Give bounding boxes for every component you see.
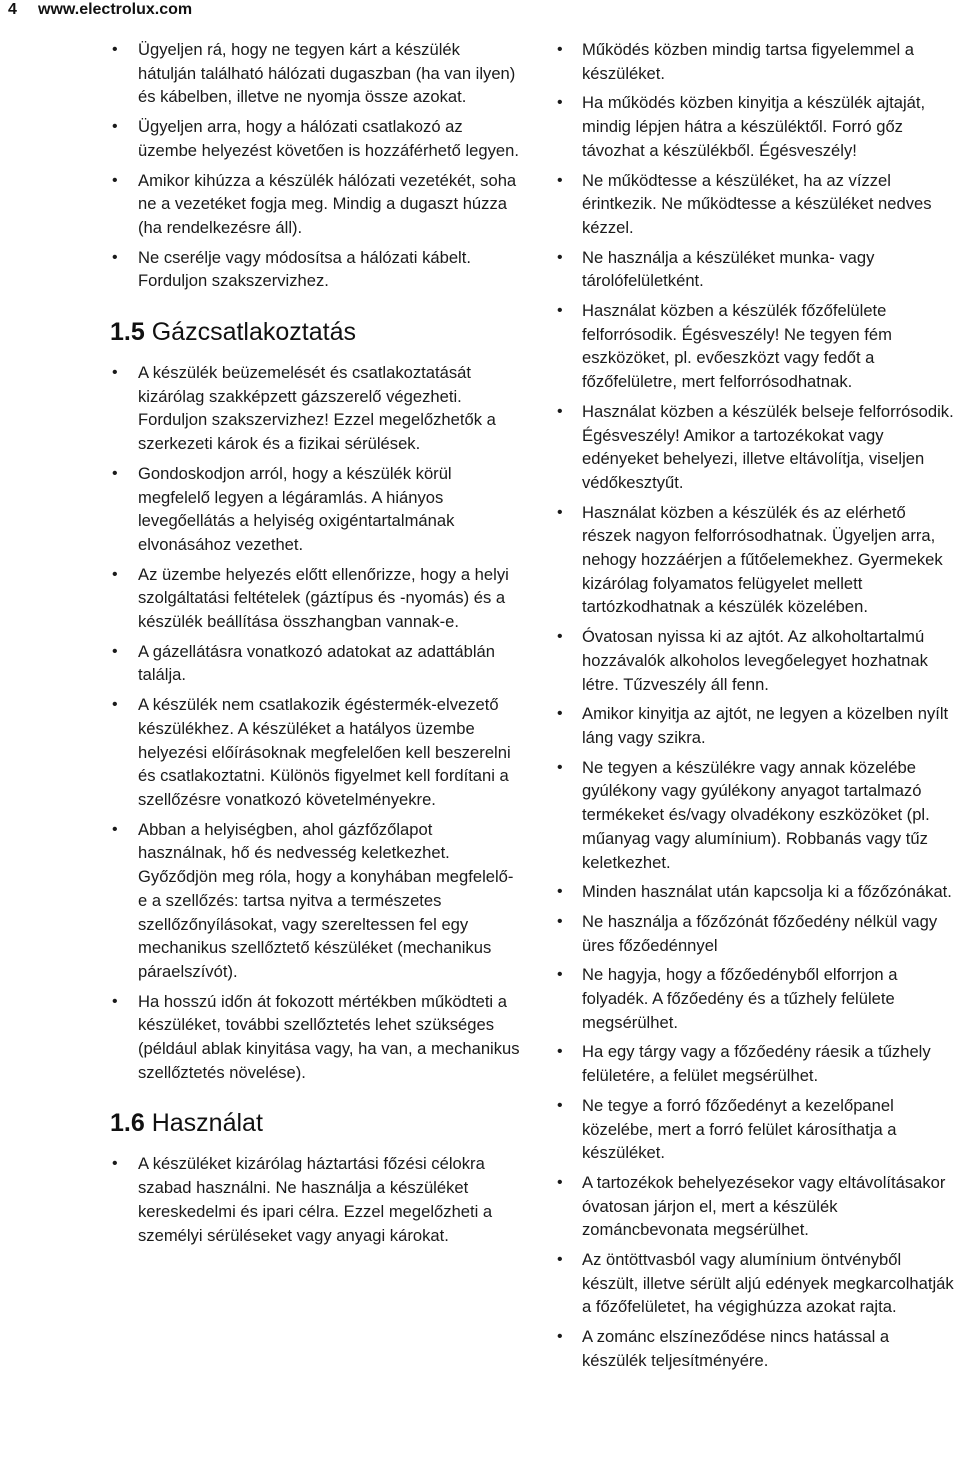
list-item: • Ügyeljen rá, hogy ne tegyen kárt a készülék hátulján található hálózati dugaszban (ha van ilyen) és kábelben, illetve ne nyomja össze azokat. bbox=[110, 38, 520, 109]
list-item: • Az üzembe helyezés előtt ellenőrizze, hogy a helyi szolgáltatási feltételek (gáztípus és -nyomás) és a készülék beállítása összhangban vannak-e. bbox=[110, 563, 520, 634]
power-cable-safety-list bbox=[110, 38, 520, 293]
page-header bbox=[0, 0, 960, 26]
usage-safety-list bbox=[555, 38, 955, 1373]
section-title: Használat bbox=[151, 1109, 263, 1138]
list-item: • Ne tegyen a készülékre vagy annak közelébe gyúlékony vagy gyúlékony anyagot tartalmazó termékeket és/vagy olvadékony eszközöket (pl. műanyag vagy alumínium). Robbanás vagy tűz keletkezhet. bbox=[555, 756, 955, 875]
list-item: • Használat közben a készülék belseje felforrósodik. Égésveszély! Amikor a tartozékokat vagy edényeket behelyezi, illetve eltávolítja, viseljen védőkesztyűt. bbox=[555, 400, 955, 495]
list-item: • A készüléket kizárólag háztartási főzési célokra szabad használni. Ne használja a készüléket kereskedelmi és ipari célra. Ezzel megelőzheti a személyi sérüléseket vagy anyagi károkat. bbox=[110, 1152, 520, 1247]
list-item: • Abban a helyiségben, ahol gázfőzőlapot használnak, hő és nedvesség keletkezhet. Győződjön meg róla, hogy a konyhában megfelelő-e a szellőzés: tartsa nyitva a természetes szellőzőnyílásokat, vagy szereltessen fel egy mechanikus szellőztető készüléket (mechanikus páraelszívót). bbox=[110, 818, 520, 984]
section-heading-gas-connection bbox=[110, 317, 520, 347]
list-item: • Ne működtesse a készüléket, ha az vízzel érintkezik. Ne működtesse a készüléket nedves kézzel. bbox=[555, 169, 955, 240]
right-column bbox=[555, 38, 955, 1379]
list-item: • Ne cserélje vagy módosítsa a hálózati kábelt. Forduljon szakszervizhez. bbox=[110, 246, 520, 293]
section-number: 1.5 bbox=[110, 318, 145, 347]
list-item: • Ügyeljen arra, hogy a hálózati csatlakozó az üzembe helyezést követően is hozzáférhető legyen. bbox=[110, 115, 520, 162]
website-link[interactable]: www.electrolux.com bbox=[38, 1, 193, 18]
list-item: • Gondoskodjon arról, hogy a készülék körül megfelelő legyen a légáramlás. A hiányos levegőellátás a helyiség oxigéntartalmának elvonásához vezethet. bbox=[110, 462, 520, 557]
list-item: • Ha egy tárgy vagy a főzőedény ráesik a tűzhely felületére, a felület megsérülhet. bbox=[555, 1040, 955, 1087]
list-item: • Ne használja a készüléket munka- vagy tárolófelületként. bbox=[555, 246, 955, 293]
list-item: • Ne hagyja, hogy a főzőedényből elforrjon a folyadék. A főzőedény és a tűzhely felülete megsérülhet. bbox=[555, 963, 955, 1034]
list-item: • Ha működés közben kinyitja a készülék ajtaját, mindig lépjen hátra a készüléktől. Forró gőz távozhat a készülékből. Égésveszély! bbox=[555, 91, 955, 162]
list-item: • Ha hosszú időn át fokozott mértékben működteti a készüléket, további szellőztetés lehet szükséges (például ablak kinyitása vagy, ha van, a mechanikus szellőztetés növelése). bbox=[110, 990, 520, 1085]
list-item: • Minden használat után kapcsolja ki a főzőzónákat. bbox=[555, 880, 955, 904]
usage-list bbox=[110, 1152, 520, 1247]
list-item: • Használat közben a készülék főzőfelülete felforrósodik. Égésveszély! Ne tegyen fém eszközöket, pl. evőeszközt vagy fedőt a főzőfelületre, mert felforrósodhatnak. bbox=[555, 299, 955, 394]
left-column bbox=[110, 38, 520, 1253]
list-item: • A zománc elszíneződése nincs hatással a készülék teljesítményére. bbox=[555, 1325, 955, 1372]
section-number: 1.6 bbox=[110, 1109, 145, 1138]
list-item: • Óvatosan nyissa ki az ajtót. Az alkoholtartalmú hozzávalók alkoholos levegőelegyet hozhatnak létre. Tűzveszély áll fenn. bbox=[555, 625, 955, 696]
list-item: • A készülék beüzemelését és csatlakoztatását kizárólag szakképzett gázszerelő végezheti. Forduljon szakszervizhez! Ezzel megelőzhetők a szerkezeti károk és a fizikai sérülések. bbox=[110, 361, 520, 456]
gas-connection-list bbox=[110, 361, 520, 1084]
list-item: • Működés közben mindig tartsa figyelemmel a készüléket. bbox=[555, 38, 955, 85]
list-item: • A gázellátásra vonatkozó adatokat az adattáblán találja. bbox=[110, 640, 520, 687]
section-heading-usage bbox=[110, 1108, 520, 1138]
list-item: • Az öntöttvasból vagy alumínium öntvényből készült, illetve sérült aljú edények megkarcolhatják a főzőfelületet, ha végighúzza azokat rajta. bbox=[555, 1248, 955, 1319]
list-item: • Ne tegye a forró főzőedényt a kezelőpanel közelébe, mert a forró felület károsíthatja a készüléket. bbox=[555, 1094, 955, 1165]
page-number: 4 bbox=[8, 1, 17, 18]
list-item: • A tartozékok behelyezésekor vagy eltávolításakor óvatosan járjon el, mert a készülék zománcbevonata megsérülhet. bbox=[555, 1171, 955, 1242]
section-title: Gázcsatlakoztatás bbox=[151, 318, 356, 347]
list-item: • Amikor kihúzza a készülék hálózati vezetékét, soha ne a vezetéket fogja meg. Mindig a dugaszt húzza (ha rendelkezésre áll). bbox=[110, 169, 520, 240]
list-item: • Ne használja a főzőzónát főzőedény nélkül vagy üres főzőedénnyel bbox=[555, 910, 955, 957]
list-item: • Amikor kinyitja az ajtót, ne legyen a közelben nyílt láng vagy szikra. bbox=[555, 702, 955, 749]
list-item: • A készülék nem csatlakozik égéstermék-elvezető készülékhez. A készüléket a hatályos üzembe helyezési előírásoknak megfelelően kell beszerelni és csatlakoztatni. Különös figyelmet kell fordítani a szellőzésre vonatkozó követelményekre. bbox=[110, 693, 520, 812]
list-item: • Használat közben a készülék és az elérhető részek nagyon felforrósodhatnak. Ügyeljen arra, nehogy hozzáérjen a fűtőelemekhez. Gyermekek kizárólag folyamatos felügyelet mellett tartózkodhatnak a készülék közelében. bbox=[555, 501, 955, 620]
